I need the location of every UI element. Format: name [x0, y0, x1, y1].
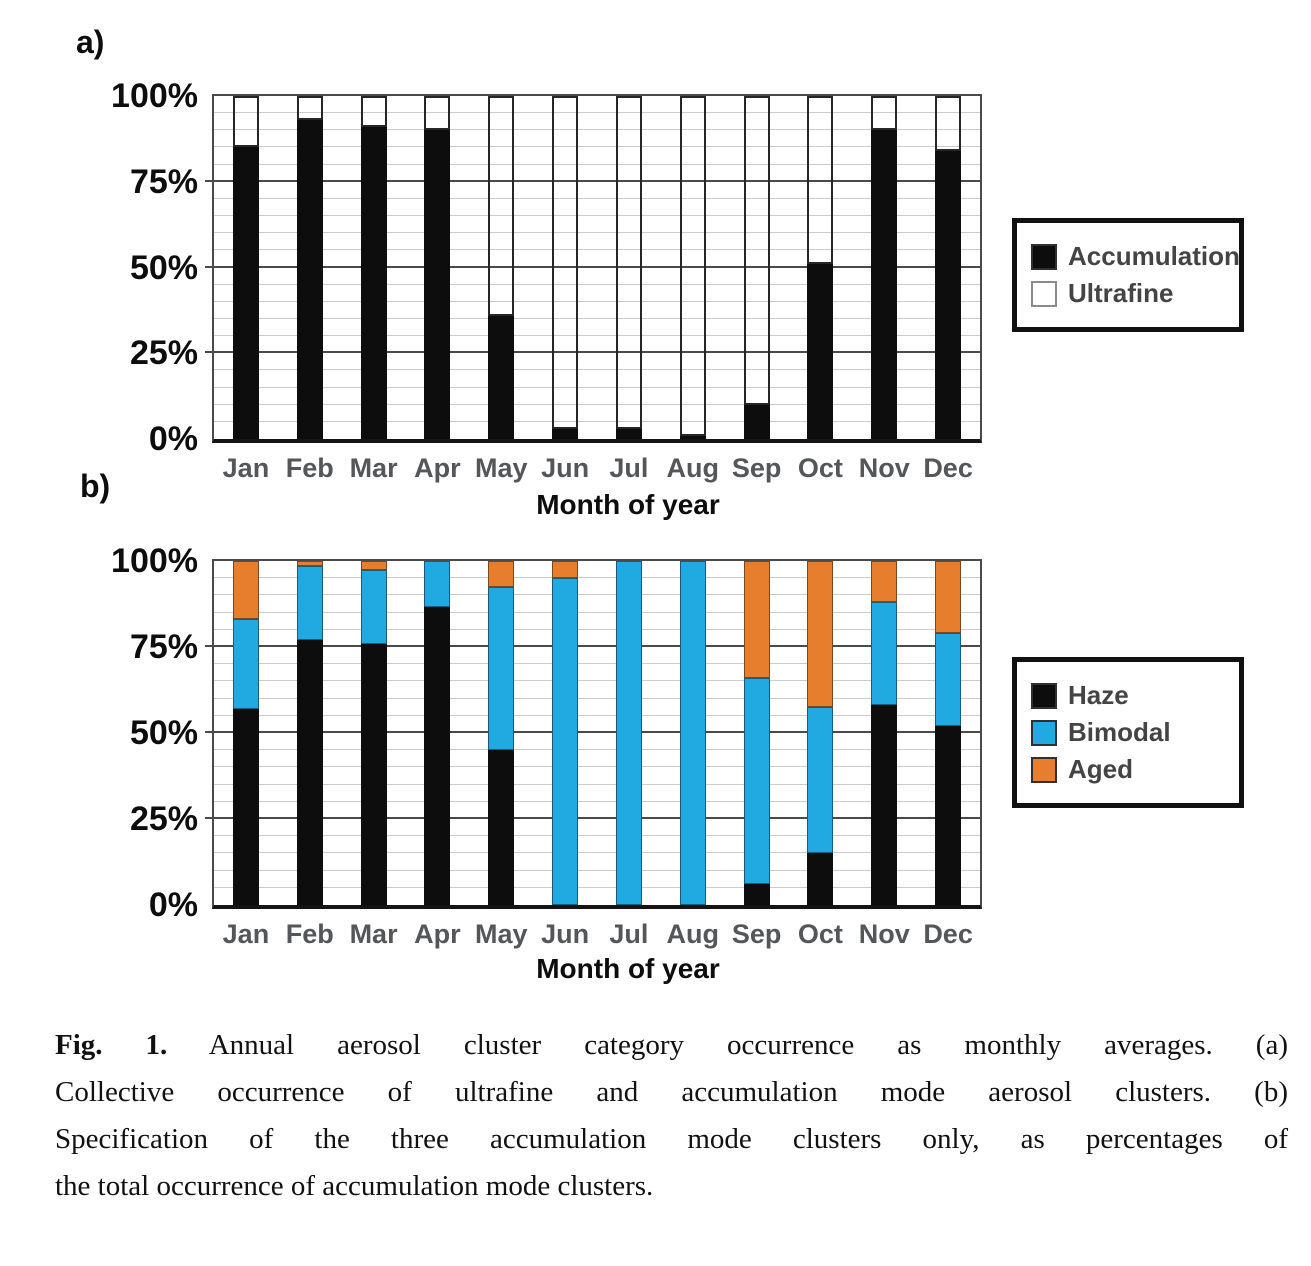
x-tick-label-oct: Oct	[797, 453, 843, 483]
gridline-minor	[214, 387, 980, 388]
bar-jul-bimodal-segment	[616, 561, 642, 905]
bar-jul-ultrafine-segment	[616, 96, 642, 429]
gridline-minor	[214, 749, 980, 750]
figure-caption-line: Collective occurrence of ultrafine and accumulation mode aerosol clusters. (b)	[55, 1076, 1288, 1108]
chart-a-x-axis-title: Month of year	[536, 489, 720, 520]
bar-mar-haze-segment	[361, 644, 387, 905]
figure-caption	[55, 1022, 1288, 1210]
bar-may-aged-segment	[488, 561, 514, 587]
bar-oct-accumulation-segment	[807, 264, 833, 439]
bar-mar-bimodal-segment	[361, 570, 387, 644]
gridline-minor	[214, 715, 980, 716]
accumulation-swatch	[1031, 244, 1057, 270]
gridline-minor	[214, 112, 980, 113]
bar-jan-aged-segment	[233, 561, 259, 619]
bar-may-ultrafine-segment	[488, 96, 514, 316]
legend-a	[1012, 218, 1244, 332]
bar-oct-ultrafine-segment	[807, 96, 833, 264]
legend-item-bimodal	[1031, 717, 1225, 748]
y-tick-label-100pct: 100%	[111, 77, 198, 115]
bar-may-haze-segment	[488, 750, 514, 905]
gridline-minor	[214, 232, 980, 233]
legend-label-ultrafine: Ultrafine	[1068, 278, 1174, 308]
x-tick-label-jun: Jun	[541, 919, 590, 949]
figure-caption-line: Specification of the three accumulation mode clusters only, as percentages of	[55, 1123, 1288, 1155]
legend-label-accumulation: Accumulation	[1068, 241, 1240, 271]
bimodal-swatch	[1031, 720, 1057, 746]
x-tick-label-may: May	[474, 453, 528, 483]
bar-nov-bimodal-segment	[871, 602, 897, 705]
x-tick-label-apr: Apr	[414, 919, 461, 949]
gridline-minor	[214, 301, 980, 302]
x-tick-label-may: May	[474, 919, 528, 949]
gridline-minor	[214, 577, 980, 578]
gridline-minor	[214, 680, 980, 681]
gridline-minor	[214, 594, 980, 595]
caption-line1-text: Annual aerosol cluster category occurrence as monthly averages. (a)	[167, 1029, 1288, 1061]
chart-b-x-axis-title: Month of year	[536, 953, 720, 984]
bar-apr-ultrafine-segment	[424, 96, 450, 130]
bar-aug-bimodal-segment	[680, 561, 706, 905]
x-tick-label-nov: Nov	[858, 919, 910, 949]
x-tick-label-jun: Jun	[541, 453, 590, 483]
legend-label-bimodal: Bimodal	[1068, 717, 1171, 747]
bar-apr-accumulation-segment	[424, 130, 450, 439]
gridline-minor	[214, 887, 980, 888]
bar-sep-ultrafine-segment	[744, 96, 770, 405]
chart-b-plot-area	[111, 542, 982, 949]
bar-sep-haze-segment	[744, 884, 770, 905]
x-tick-label-jan: Jan	[222, 453, 270, 483]
bar-aug-accumulation-segment	[680, 436, 706, 439]
bar-jan-bimodal-segment	[233, 619, 259, 708]
gridline-minor	[214, 146, 980, 147]
gridline-minor	[214, 369, 980, 370]
gridline-minor	[214, 335, 980, 336]
y-tick-label-75pct: 75%	[129, 162, 198, 201]
bar-jun-accumulation-segment	[552, 429, 578, 439]
gridline-minor	[214, 852, 980, 853]
legend-item-aged	[1031, 754, 1225, 785]
bar-sep-accumulation-segment	[744, 405, 770, 439]
x-tick-label-nov: Nov	[858, 453, 910, 483]
caption-fig-label: Fig. 1.	[55, 1029, 168, 1061]
bar-jan-ultrafine-segment	[233, 96, 259, 147]
bar-feb-ultrafine-segment	[297, 96, 323, 120]
bar-mar-ultrafine-segment	[361, 96, 387, 127]
bar-mar-aged-segment	[361, 561, 387, 570]
legend-item-ultrafine	[1031, 278, 1225, 309]
gridline-minor	[214, 249, 980, 250]
panel-a-label: a)	[76, 24, 105, 60]
legend-item-haze	[1031, 680, 1225, 711]
x-tick-label-dec: Dec	[923, 453, 973, 483]
y-tick-label-25pct: 25%	[129, 334, 198, 373]
bar-jun-bimodal-segment	[552, 578, 578, 905]
x-tick-label-feb: Feb	[285, 919, 334, 949]
bar-nov-haze-segment	[871, 705, 897, 905]
legend-b	[1012, 657, 1244, 808]
gridline-minor	[214, 129, 980, 130]
bar-sep-aged-segment	[744, 561, 770, 678]
x-tick-label-jan: Jan	[222, 919, 270, 949]
x-tick-label-sep: Sep	[731, 919, 782, 949]
gridline-minor	[214, 784, 980, 785]
y-tick-label-0pct: 0%	[148, 886, 198, 924]
gridline-minor	[214, 766, 980, 767]
gridline-minor	[214, 612, 980, 613]
y-tick-label-50pct: 50%	[129, 248, 198, 287]
x-tick-label-oct: Oct	[797, 919, 843, 949]
y-tick-label-0pct: 0%	[148, 420, 198, 458]
aged-swatch	[1031, 757, 1057, 783]
x-tick-label-aug: Aug	[666, 453, 719, 483]
x-tick-label-mar: Mar	[349, 453, 398, 483]
y-tick-label-25pct: 25%	[129, 800, 198, 838]
x-tick-label-jul: Jul	[609, 453, 649, 483]
gridline-minor	[214, 164, 980, 165]
x-tick-label-dec: Dec	[923, 919, 973, 949]
x-tick-label-jul: Jul	[609, 919, 649, 949]
gridline-minor	[214, 421, 980, 422]
y-tick-label-50pct: 50%	[129, 714, 198, 752]
gridline-minor	[214, 215, 980, 216]
gridline-minor	[214, 801, 980, 802]
bar-feb-accumulation-segment	[297, 120, 323, 439]
ultrafine-swatch	[1031, 281, 1057, 307]
gridline-minor	[214, 198, 980, 199]
bar-feb-haze-segment	[297, 640, 323, 905]
bar-dec-bimodal-segment	[935, 633, 961, 726]
bar-dec-haze-segment	[935, 726, 961, 905]
gridline-minor	[214, 663, 980, 664]
x-tick-label-sep: Sep	[731, 453, 782, 483]
bar-may-bimodal-segment	[488, 587, 514, 750]
bar-nov-aged-segment	[871, 561, 897, 602]
bar-mar-accumulation-segment	[361, 127, 387, 439]
figure-caption-line	[55, 1022, 1288, 1069]
bar-oct-haze-segment	[807, 853, 833, 905]
bar-nov-ultrafine-segment	[871, 96, 897, 130]
bar-may-accumulation-segment	[488, 316, 514, 439]
bar-aug-ultrafine-segment	[680, 96, 706, 436]
bar-jul-accumulation-segment	[616, 429, 642, 439]
panel-b-label: b)	[80, 468, 111, 504]
bar-feb-bimodal-segment	[297, 566, 323, 640]
chart-a-plot-area	[111, 77, 982, 483]
gridline-minor	[214, 318, 980, 319]
bar-dec-ultrafine-segment	[935, 96, 961, 151]
x-tick-label-mar: Mar	[349, 919, 398, 949]
bar-jan-accumulation-segment	[233, 147, 259, 439]
bar-jun-ultrafine-segment	[552, 96, 578, 429]
bar-apr-bimodal-segment	[424, 561, 450, 607]
y-tick-label-100pct: 100%	[111, 542, 198, 580]
bar-jan-haze-segment	[233, 709, 259, 905]
gridline-minor	[214, 629, 980, 630]
x-tick-label-apr: Apr	[414, 453, 461, 483]
x-tick-label-feb: Feb	[285, 453, 334, 483]
legend-item-accumulation	[1031, 241, 1240, 272]
bar-feb-aged-segment	[297, 561, 323, 566]
bar-apr-haze-segment	[424, 607, 450, 905]
bar-dec-accumulation-segment	[935, 151, 961, 439]
gridline-minor	[214, 835, 980, 836]
haze-swatch	[1031, 683, 1057, 709]
bar-dec-aged-segment	[935, 561, 961, 633]
x-tick-label-aug: Aug	[666, 919, 719, 949]
bar-jun-aged-segment	[552, 561, 578, 578]
bar-sep-bimodal-segment	[744, 678, 770, 884]
figure-caption-line: the total occurrence of accumulation mode clusters.	[55, 1170, 654, 1202]
legend-label-aged: Aged	[1068, 754, 1133, 784]
gridline-minor	[214, 404, 980, 405]
gridline-minor	[214, 284, 980, 285]
gridline-minor	[214, 698, 980, 699]
bar-oct-aged-segment	[807, 561, 833, 707]
bar-nov-accumulation-segment	[871, 130, 897, 439]
gridline-minor	[214, 870, 980, 871]
bar-oct-bimodal-segment	[807, 707, 833, 853]
legend-label-haze: Haze	[1068, 680, 1129, 710]
y-tick-label-75pct: 75%	[129, 628, 198, 666]
